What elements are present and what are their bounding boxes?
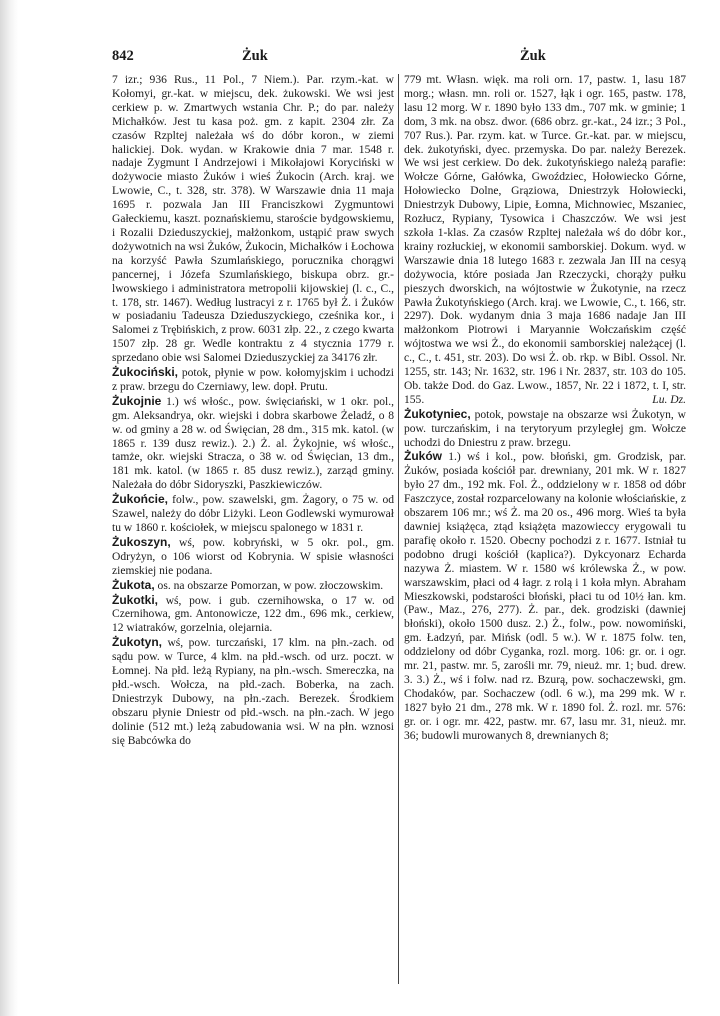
- entry-text: 1.) wś i kol., pow. błoński, gm. Grodzisk, par. Żuków, posiada kościół par. drewniany, 201 mk. W r. 1827 było 27 dm., 192 mk. Fol. Ż., oddzielony w r. 1858 od dóbr Faszczyce, został rozparcelowany na kolonie włościańskie, z obszarem 106 mr.; wś Ż. ma 20 os., 496 morg. Wieś ta była dawniej książęca, ztąd książęta mazowieccy erygowali tu parafię około r. 1520. Obecny pochodzi z r. 1677. Istniał tu podobno drugi kościół (kaplica?). Dykcyonarz Echarda nazywa Ż. miastem. W r. 1580 wś królewska Ż., w pow. warszawskim, płaci od 4 łagr. z rolą i 1 koła młyn. Abraham Mieszkowski, podstarości błoński, płaci tu od 10½ łan. km. (Paw., Maz., 276, 277). Ż. par., dek. grodziski (dawniej błoński), około 1500 dusz. 2.) Ż., folw., pow. nowomiński, gm. Ładzyń, par. Mińsk (odl. 5 w.). W r. 1875 folw. ten, oddzielony od dóbr Cyganka, rozl. morg. 106: gr. or. i ogr. mr. 21, pastw. mr. 5, zarośli mr. 79, nieuż. mr. 1; bud. drew. 3. 3.) Ż., wś i folw. nad rz. Bzurą, pow. sochaczewski, gm. Chodaków, par. Sochaczew (odl. 6 w.), ma 299 mk. W r. 1827 było 21 dm., 278 mk. W r. 1890 fol. Ż. rozl. mr. 576: gr. or. i ogr. mr. 422, pastw. mr. 67, lasu mr. 31, nieuż. mr. 36; budowli murowanych 8, drewnianych 8;: [404, 451, 686, 742]
- entry-text: wś, pow. kobryński, w 5 okr. pol., gm. Odryżyn, o 106 wiorst od Kobrynia. W spisie własności ziemskiej nie podana.: [112, 536, 394, 577]
- entry-headword: Żukotki,: [112, 592, 159, 607]
- column-divider: [398, 74, 399, 984]
- page-number: 842: [112, 48, 134, 64]
- text-columns: [112, 74, 706, 994]
- entry-text: os. na obszarze Pomorzan, w pow. złoczowskim.: [154, 579, 384, 592]
- entry-headword: Żukoszyn,: [112, 534, 171, 549]
- entry: [112, 594, 394, 637]
- page-header: [112, 48, 706, 70]
- entry-headword: Żukotyniec,: [404, 406, 471, 421]
- entry-headword: Żuków: [404, 449, 442, 464]
- entry-text: wś, pow. turczański, 17 klm. na płn.-zach. od sądu pow. w Turce, 4 klm. na płd.-wsch. od urz. poczt. w Łomnej. Na płd. leżą Rypiany, na płn.-wsch. Smereczka, na płd.-wsch. Wołcza, na płd.-zach. Boberka, na zach. Dniestrzyk Dubowy, na płn.-zach. Berezek. Środkiem obszaru płynie Dniestr od płd.-wsch. na płn.-zach. W jego dolinie (512 mt.) leżą zabudowania wsi. W na płn. wznosi się Babcówka do: [112, 637, 394, 747]
- running-head-left: Żuk: [242, 48, 268, 64]
- entry-text: 779 mt. Własn. więk. ma roli orn. 17, pastw. 1, lasu 187 morg.; własn. mn. roli or. 1527, łąk i ogr. 165, pastw. 178, lasu 12 morg. W r. 1890 było 133 dm., 707 mk. w gminie; 1 dom, 3 mk. na obsz. dwor. (686 obrz. gr.-kat., 24 izr.; 3 Pol., 707 Rus.). Par. rzym. kat. w Turce. Gr.-kat. par. w miejscu, dek. żukotyński, dyec. przemyska. Do par. należy Berezek. We wsi jest cerkiew. Do dek. żukotyńskiego należą parafie: Wołcze Górne, Gałówka, Gwoździec, Hołowiecko Górne, Hołowiecko Dolne, Grąziowa, Dniestrzyk Hołowiecki, Dniestrzyk Dubowy, Lipie, Łomna, Michnowiec, Mszaniec, Rozłucz, Rypiany, Tysowica i Chaszczów. We wsi jest szkoła 1-klas. Za czasów Rzpltej należała wś do dóbr kor., krainy rozłuckiej, w ekonomii samborskiej. Dokum. wyd. w Warszawie dnia 18 lutego 1683 r. zezwala Jan III na cesyą dożywocia, które posiada Jan Rzeczycki, chorąży pułku pieszych dworskich, na wójtostwie w Żukotynie, na rzecz Pawła Żukotyńskiego (Arch. kraj. we Lwowie, C., t. 166, str. 2297). Dok. wydanym dnia 3 maja 1686 nadaje Jan III małżonkom Piotrowi i Maryannie Wołczańskim część wójtostwa we wsi Ż., do ekonomii samborskiej należącej (l. c., C., t. 451, str. 203). Do wsi Ż. ob. rkp. w Bibl. Ossol. Nr. 1255, str. 143; Nr. 1632, str. 196 i Nr. 2837, str. 103 do 105. Ob. także Dod. do Gaz. Lwow., 1857, Nr. 22 i 1872, t. I, str. 155.: [404, 74, 686, 406]
- entry: [112, 366, 394, 395]
- right-column: [404, 74, 686, 994]
- entry-headword: Żukońcie,: [112, 492, 169, 507]
- entry-headword: Żukotyn,: [112, 635, 162, 650]
- entry: [112, 395, 394, 493]
- entry-headword: Żukojnie: [112, 393, 162, 408]
- entry-text: potok, płynie w pow. kołomyjskim i uchodzi z praw. brzegu do Czerniawy, lew. dopł. Prutu.: [112, 367, 394, 393]
- entry-headword: Żukota,: [112, 577, 155, 592]
- entry-text: wś, pow. i gub. czernihowska, o 17 w. od Czernihowa, gm. Antonowicze, 122 dm., 696 mk., cerkiew, 12 wiatraków, gorzelnia, olejarnia.: [112, 594, 394, 635]
- entry-text: 7 izr.; 936 Rus., 11 Pol., 7 Niem.). Par. rzym.-kat. w Kołomyi, gr.-kat. w miejscu, dek. żukowski. We wsi jest cerkiew p. w. Zmartwych wstania Chr. P.; do par. należy Michałków. Jest tu kasa poż. gm. z kapit. 2304 złr. Za czasów Rzpltej należała wś do dóbr koron., w ziemi halickiej. Dok. wydan. w Krakowie dnia 7 mar. 1548 r. nadaje Zygmunt I Andrzejowi i Mikołajowi Koryciński w dożywocie miasto Żuków i wieś Żukocin (Arch. kraj. we Lwowie, C., t. 328, str. 378). W Warszawie dnia 11 maja 1695 r. pozwala Jan III Franciszkowi Zygmuntowi Gałeckiemu, kaszt. poznańskiemu, staroście bydgowskiemu, i Rozalii Dzieduszyckiej, małżonkom, ustąpić praw swych dożywotnich na wsi Żuków, Żukocin, Michałków i Łochowa na korzyść Pawła Szumlańskiego, porucznika chorągwi pancernej, i Józefa Szumlańskiego, biskupa obrz. gr.-lwowskiego i administratora metropolii kijowskiej (l. c., C., t. 178, str. 1467). Według lustracyi z r. 1765 był Ż. i Żuków w posiadaniu Tadeusza Dzieduszyckiego, cześnika kor., i Salomei z Trębińskich, z prow. 6031 złp. 22., z czego kwarta 1507 złp. 28 gr. Wedle kontraktu z 4 stycznia 1779 r. sprzedano obie wsi Salomei Dzieduszyckiej za 34176 złr.: [112, 74, 394, 365]
- left-column: [112, 74, 394, 994]
- author-signature: Lu. Dz.: [652, 393, 686, 406]
- running-head-right: Żuk: [520, 48, 546, 64]
- entry-continuation: [112, 74, 394, 366]
- entry: [404, 408, 686, 451]
- entry: [404, 450, 686, 743]
- entry: [112, 579, 394, 594]
- entry-text: folw., pow. szawelski, gm. Żagory, o 75 w. od Szawel, należy do dóbr Liżyki. Leon Godlewski wymurował tu w 1860 r. kościołek, w miejscu spalonego w 1831 r.: [112, 494, 394, 534]
- entry-text: potok, powstaje na obszarze wsi Żukotyn, w pow. turczańskim, i na terytoryum przyległej gm. Wołcze uchodzi do Dniestru z praw. brzegu.: [404, 408, 686, 449]
- dictionary-page: [112, 48, 706, 998]
- entry-continuation: [404, 74, 686, 408]
- entry: [112, 636, 394, 748]
- page-gutter-shadow: [0, 0, 18, 1016]
- entry: [112, 536, 394, 579]
- entry: [112, 493, 394, 536]
- entry-text: 1.) wś włośc., pow. święciański, w 1 okr. pol., gm. Aleksandrya, okr. wiejski i dobra skarbowe Żeladź, o 8 w. od gminy a 28 w. od Święcian, 28 dm., 315 mk. katol. (w 1865 r. 139 dusz rewiz.). 2.) Ż. al. Żykojnie, wś włośc., tamże, okr. wiejski Stracza, o 38 w. od Święcian, 13 dm., 181 mk. katol. (w 1865 r. 85 dusz rewiz.), zarząd gminy. Należała do dóbr Sidoryszki, Paszkiewiczów.: [112, 395, 394, 492]
- entry-headword: Żukociński,: [112, 365, 179, 380]
